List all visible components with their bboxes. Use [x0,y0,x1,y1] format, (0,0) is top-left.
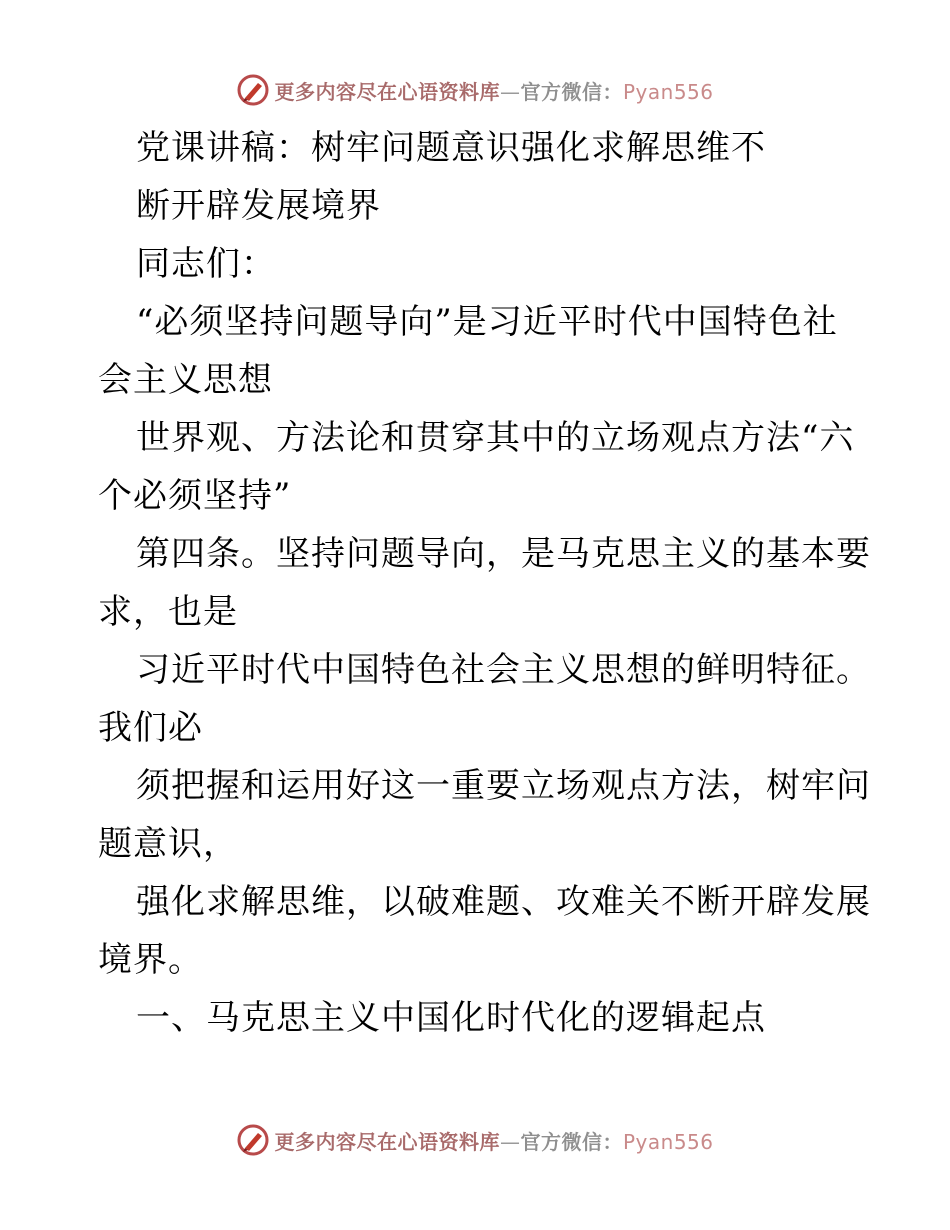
footer-wechat-label: 官方微信： [520,1129,623,1154]
doc-line-13: 题意识， [98,824,238,864]
doc-line-12: 须把握和运用好这一重要立场观点方法，树牢问 [136,766,871,806]
header-banner-text [274,76,713,105]
pen-logo-icon [236,73,270,107]
header-site-text: 更多内容尽在心语资料库 [274,79,500,104]
doc-line-6: 世界观、方法论和贯穿其中的立场观点方法“六 [136,418,855,458]
footer-banner [0,1120,950,1160]
doc-line-15: 境界。 [98,940,203,980]
doc-line-9: 求，也是 [98,592,238,632]
footer-banner-text [274,1126,713,1155]
doc-salutation: 同志们： [136,244,276,284]
doc-line-11: 我们必 [98,708,203,748]
doc-section-heading: 一、马克思主义中国化时代化的逻辑起点 [136,998,766,1038]
footer-wechat-id: Pyan556 [622,1129,714,1154]
doc-title-line-2: 断开辟发展境界 [136,186,381,226]
doc-line-4: “必须坚持问题导向”是习近平时代中国特色社 [136,302,838,342]
pen-logo-icon [236,1123,270,1157]
doc-line-10: 习近平时代中国特色社会主义思想的鲜明特征。 [136,650,871,690]
header-banner [0,70,950,110]
doc-line-8: 第四条。坚持问题导向，是马克思主义的基本要 [136,534,871,574]
footer-site-text: 更多内容尽在心语资料库 [274,1129,500,1154]
header-separator: — [499,79,521,104]
doc-line-14: 强化求解思维，以破难题、攻难关不断开辟发展 [136,882,871,922]
header-wechat-label: 官方微信： [520,79,623,104]
footer-separator: — [499,1129,521,1154]
doc-title-line-1: 党课讲稿：树牢问题意识强化求解思维不 [136,128,766,168]
doc-line-5: 会主义思想 [98,360,273,400]
header-wechat-id: Pyan556 [622,79,714,104]
doc-line-7: 个必须坚持” [98,476,292,516]
